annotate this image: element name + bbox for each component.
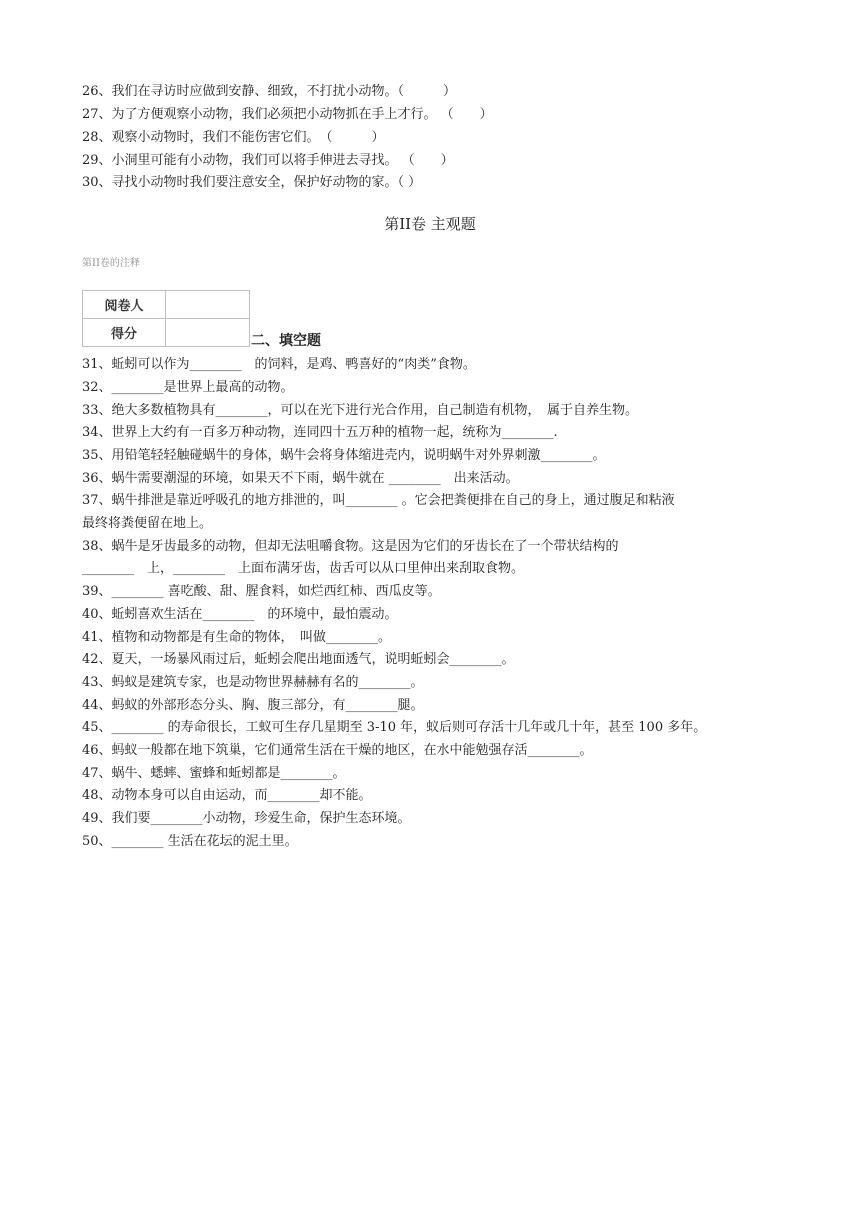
question-37-cont: 最终将粪便留在地上。 — [82, 516, 213, 531]
question-34: 34、世界上大约有一百多万种动物，连同四十五万种的植物一起，统称为________. — [82, 425, 558, 440]
question-48: 48、动物本身可以自由运动，而________却不能。 — [82, 788, 372, 803]
question-40: 40、蚯蚓喜欢生活在________ 的环境中，最怕震动。 — [82, 607, 398, 622]
question-33: 33、绝大多数植物具有________，可以在光下进行光合作用，自己制造有机物， 属于自养生物。 — [82, 403, 639, 418]
question-31: 31、蚯蚓可以作为________ 的饲料，是鸡、鸭喜好的“肉类”食物。 — [82, 357, 476, 372]
question-50: 50、________ 生活在花坛的泥土里。 — [82, 834, 298, 849]
question-38: 38、蜗牛是牙齿最多的动物，但却无法咀嚼食物。这是因为它们的牙齿长在了一个带状结构的 — [82, 539, 619, 554]
question-35: 35、用铅笔轻轻触碰蜗牛的身体，蜗牛会将身体缩进壳内，说明蜗牛对外界刺激________。 — [82, 448, 606, 463]
reviewer-label: 阅卷人 — [83, 291, 166, 319]
question-28: 28、观察小动物时，我们不能伤害它们。 （ ） — [82, 130, 385, 145]
score-label: 得分 — [83, 319, 166, 347]
question-26: 26、我们在寻访时应做到安静、细致，不打扰小动物。（ ） — [82, 84, 457, 99]
score-table — [82, 290, 250, 347]
question-45: 45、________ 的寿命很长，工蚁可生存几星期至 3-10 年，蚁后则可存活十几年或几十年，甚至 100 多年。 — [82, 720, 707, 735]
question-30: 30、寻找小动物时我们要注意安全，保护好动物的家。（ ） — [82, 175, 422, 190]
question-42: 42、夏天，一场暴风雨过后，蚯蚓会爬出地面透气，说明蚯蚓会________。 — [82, 652, 515, 667]
question-27: 27、为了方便观察小动物，我们必须把小动物抓在手上才行。 （ ） — [82, 107, 493, 122]
question-43: 43、蚂蚁是建筑专家，也是动物世界赫赫有名的________。 — [82, 675, 424, 690]
question-38-cont: ________ 上，________ 上面布满牙齿，齿舌可以从口里伸出来刮取食物。 — [82, 561, 525, 576]
question-39: 39、________ 喜吃酸、甜、腥食料，如烂西红柿、西瓜皮等。 — [82, 584, 441, 599]
question-37: 37、蜗牛排泄是靠近呼吸孔的地方排泄的，叫________ 。它会把粪便排在自己的身上，通过腹足和粘液 — [82, 493, 675, 508]
reviewer-cell — [166, 291, 250, 319]
question-29: 29、小洞里可能有小动物，我们可以将手伸进去寻找。 （ ） — [82, 153, 454, 168]
question-46: 46、蚂蚁一般都在地下筑巢，它们通常生活在干燥的地区，在水中能勉强存活________。 — [82, 743, 593, 758]
question-44: 44、蚂蚁的外部形态分头、胸、腹三部分，有________腿。 — [82, 698, 424, 713]
section-heading: 二、填空题 — [251, 333, 321, 349]
score-cell — [166, 319, 250, 347]
question-36: 36、蜗牛需要潮湿的环境，如果天不下雨，蜗牛就在 ________ 出来活动。 — [82, 471, 519, 486]
question-49: 49、我们要________小动物，珍爱生命，保护生态环境。 — [82, 811, 411, 826]
part2-title: 第II卷 主观题 — [384, 215, 476, 233]
question-41: 41、植物和动物都是有生命的物体， 叫做________。 — [82, 630, 392, 645]
question-47: 47、蜗牛、蟋蟀、蜜蜂和蚯蚓都是________。 — [82, 766, 346, 781]
score-row — [83, 319, 250, 347]
part2-note: 第II卷的注释 — [82, 258, 140, 269]
question-32: 32、________是世界上最高的动物。 — [82, 380, 294, 395]
reviewer-row — [83, 291, 250, 319]
